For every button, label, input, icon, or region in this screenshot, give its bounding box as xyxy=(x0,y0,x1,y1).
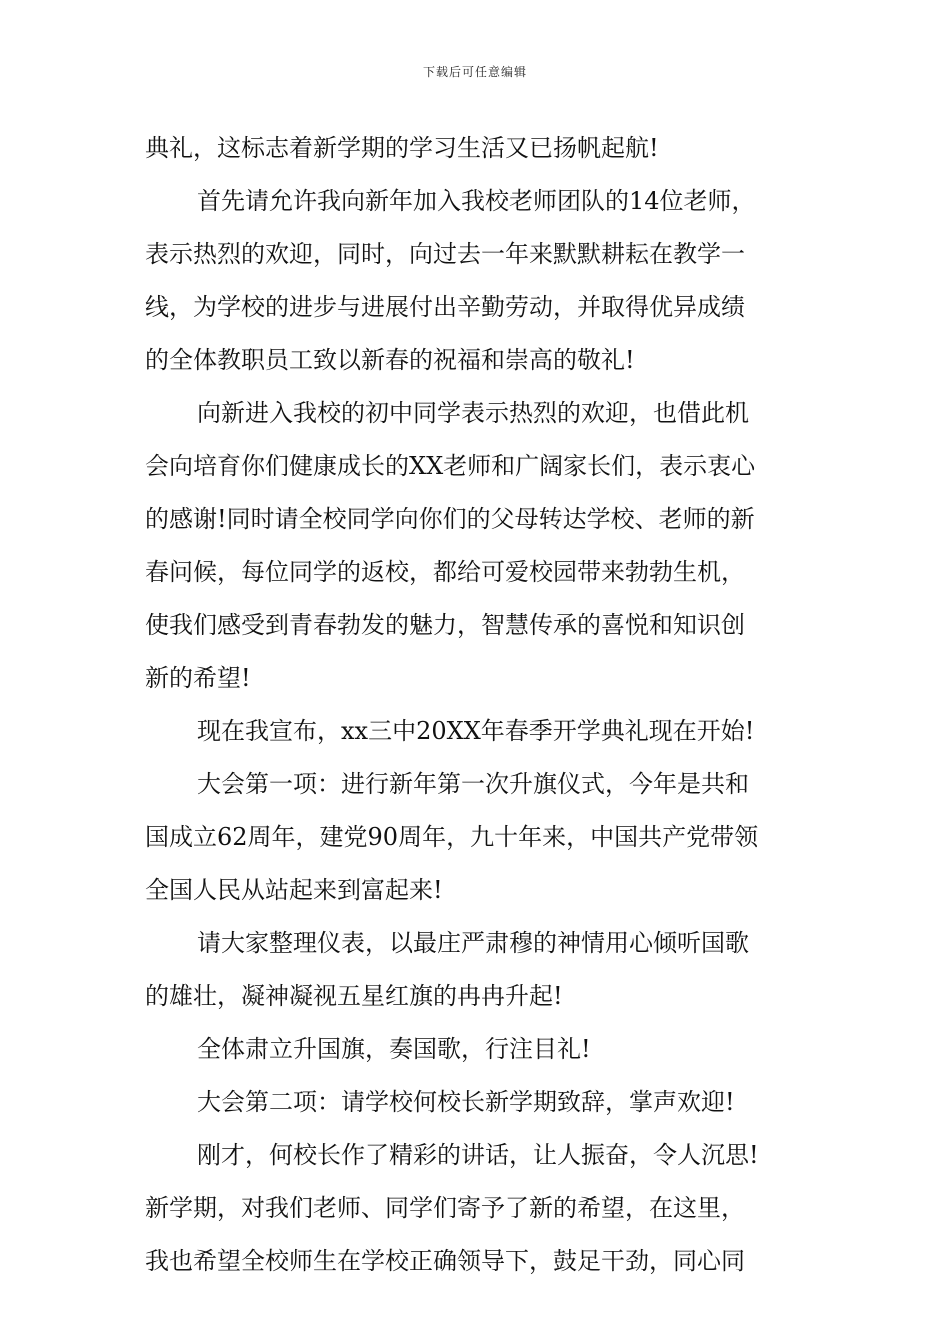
document-body xyxy=(145,122,810,1288)
body-line: 春问候，每位同学的返校，都给可爱校园带来勃勃生机， xyxy=(145,558,745,586)
body-line: 的雄壮，凝神凝视五星红旗的冉冉升起! xyxy=(145,982,563,1010)
body-line: 大会第一项：进行新年第一次升旗仪式，今年是共和 xyxy=(197,770,749,798)
body-line: 国成立62周年，建党90周年，九十年来，中国共产党带领 xyxy=(145,823,759,851)
body-line: 向新进入我校的初中同学表示热烈的欢迎，也借此机 xyxy=(197,399,749,427)
body-line: 典礼，这标志着新学期的学习生活又已扬帆起航! xyxy=(145,134,659,162)
body-line: 刚才，何校长作了精彩的讲话，让人振奋，令人沉思! xyxy=(197,1141,759,1169)
page-header-note: 下载后可任意编辑 xyxy=(422,65,527,79)
body-line: 请大家整理仪表，以最庄严肃穆的神情用心倾听国歌 xyxy=(197,929,749,957)
body-line: 线，为学校的进步与进展付出辛勤劳动，并取得优异成绩 xyxy=(145,293,745,321)
body-line: 的全体教职员工致以新春的祝福和崇高的敬礼! xyxy=(145,346,635,374)
body-line: 会向培育你们健康成长的XX老师和广阔家长们，表示衷心 xyxy=(145,452,756,480)
body-line: 新学期，对我们老师、同学们寄予了新的希望，在这里， xyxy=(145,1194,745,1222)
body-line: 的感谢!同时请全校同学向你们的父母转达学校、老师的新 xyxy=(145,505,755,533)
body-line: 现在我宣布，xx三中20XX年春季开学典礼现在开始! xyxy=(197,717,755,745)
body-line: 表示热烈的欢迎，同时，向过去一年来默默耕耘在教学一 xyxy=(145,240,745,268)
body-line: 首先请允许我向新年加入我校老师团队的14位老师， xyxy=(197,187,756,215)
body-line: 新的希望! xyxy=(145,664,251,692)
body-line: 我也希望全校师生在学校正确领导下，鼓足干劲，同心同 xyxy=(145,1247,745,1275)
body-line: 使我们感受到青春勃发的魅力，智慧传承的喜悦和知识创 xyxy=(145,611,745,639)
body-line: 大会第二项：请学校何校长新学期致辞，掌声欢迎! xyxy=(197,1088,735,1116)
body-line: 全国人民从站起来到富起来! xyxy=(145,876,443,904)
body-line: 全体肃立升国旗，奏国歌，行注目礼! xyxy=(197,1035,591,1063)
